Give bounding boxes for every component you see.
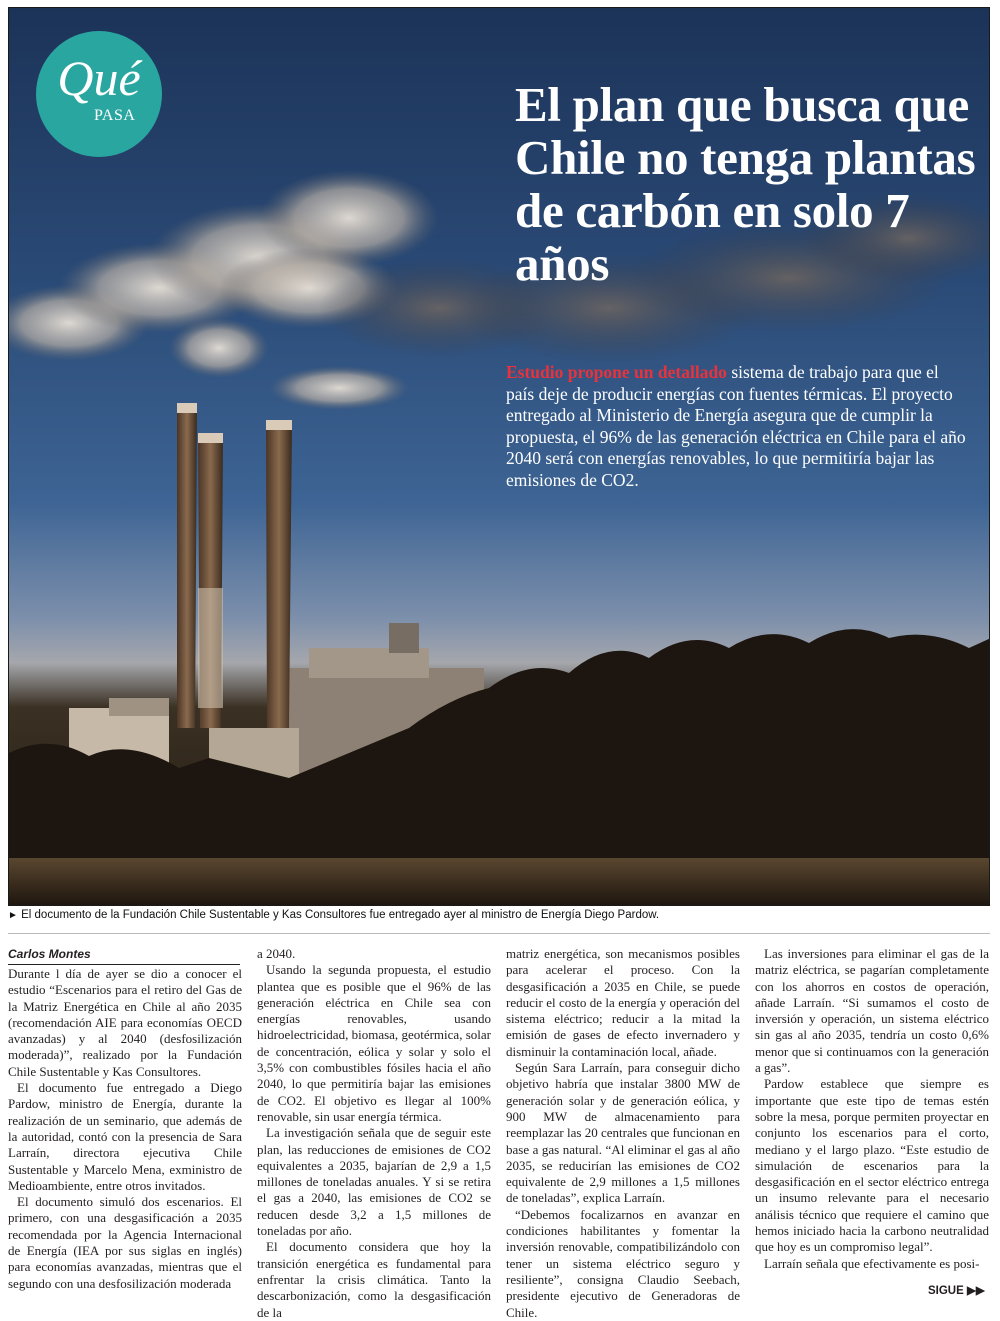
paragraph: El documento fue entregado a Diego Pardow, ministro de Energía, durante la realización de un seminario, que además de la autoridad, contó con la presencia de Sara Larraín, directora ejecutiva Chile Sustentable y Marcelo Mena, exministro de Medioambiente, entre otros invitados. [8,1080,242,1193]
paragraph: El documento simuló dos escenarios. El primero, con una desgasificación a 2035 recomendada por la Agencia Internacional de Energía (IEA por sus siglas en inglés) para economías avanzadas, mientras que el segundo con una desfosilización moderada [8,1194,242,1291]
caption-text: El documento de la Fundación Chile Sustentable y Kas Consultores fue entregado ayer al ministro de Energía Diego Pardow. [21,909,660,921]
paragraph: “Debemos focalizarnos en avanzar en condiciones habilitantes y fomentar la inversión renovable, compatibilizándolo con tener un sistema eléctrico seguro y resiliente”, consigna Claudio Seebach, presidente ejecutivo de Generadoras de Chile. [506,1206,740,1320]
lede [506,362,968,491]
lede-text: sistema de trabajo para que el país deje de producir energías con fuentes térmicas. El proyecto entregado al Ministerio de Energía asegura que de cumplir la propuesta, el 96% de las generación eléctrica en Chile para el año 2040 será con energías renovables, lo que permitiría bajar las emisiones de CO2. [506,362,966,490]
headline: El plan que busca que Chile no tenga plantas de carbón en solo 7 años [515,77,976,291]
smokestacks [177,403,292,728]
logo-text-main: Qué [57,50,141,106]
paragraph: Larraín señala que efectivamente es posi- [764,1255,980,1271]
article-column-4 [755,946,989,1272]
paragraph: El documento considera que hoy la transición energética es fundamental para enfrentar la crisis climática. Tanto la descarbonización, como la desgasificación de la [257,1239,491,1320]
paragraph: Usando la segunda propuesta, el estudio plantea que es posible que el 96% de las generación eléctrica en Chile sea con energías renovables, usando hidroelectricidad, biomasa, geotérmica, solar de concentración, eólica y solar y solo el 3,5% con combustibles fósiles hacia el año 2040, lo que permitiría bajar las emisiones de CO2. El objetivo es llegar al 100% renovable, sin usar energía térmica. [257,962,491,1124]
byline: Carlos Montes [8,947,240,965]
article-column-2 [257,946,491,1321]
paragraph: Según Sara Larraín, para conseguir dicho objetivo habría que instalar 3800 MW de generación solar y de generación eólica, y 900 MW de almacenamiento para reemplazar las 20 centrales que funcionan en base a gas natural. “Al eliminar el gas al año 2035, se reducirían las emisiones de CO2 equivalente de 2,9 millones a 1,5 millones de toneladas”, explica Larraín. [506,1060,740,1206]
divider [8,933,990,934]
caption-arrow-icon: ► [8,910,18,921]
paragraph: Pardow establece que siempre es importante que este tipo de temas estén sobre la mesa, porque permiten proyectar en conjunto los escenarios para el corto, mediano y el largo plazo. “Este estudio de simulación de escenarios para la desgasificación en el sector eléctrico entrega un insumo relevante para el necesario análisis técnico que requiere el camino que hemos iniciado hacia la carbono neutralidad que hoy es un compromiso legal”. [755,1076,989,1255]
paragraph: La investigación señala que de seguir este plan, las reducciones de emisiones de CO2 equivalentes a 2035, bajarían de 2,9 a 1,5 millones de toneladas anuales. Y si se retira el gas a 2040, las emisiones de CO2 se reducen desde 3,2 a 1,5 millones de toneladas por año. [257,1125,491,1239]
photo-caption [8,909,988,921]
paragraph: a 2040. [257,946,296,961]
continues-marker: SIGUE ▶▶ [928,1285,985,1297]
article-column-1 [8,966,242,1292]
logo-text-sub: PASA [94,107,136,124]
paragraph: Durante l día de ayer se dio a conocer el estudio “Escenarios para el retiro del Gas de la Matriz Energética en Chile al año 2035 (recomendación AIE para economías OECD avanzadas) y al 2040 (desfosilización moderada)”, realizado por la Fundación Chile Sustentable y Kas Consultores. [8,966,242,1079]
lede-kicker: Estudio propone un detallado [506,362,727,382]
paragraph: Las inversiones para eliminar el gas de la matriz eléctrica, se pagarían completamente con los ahorros en costos de operación, añade Larraín. “Si sumamos el costo de inversión y operación, un sistema eléctrico sin gas al año 2035, tendría un costo 0,6% menor que si continuamos con la generación a gas”. [755,946,989,1076]
paragraph: matriz energética, son mecanismos posibles para acelerar el proceso. Con la desgasificación a 2035 en Chile, se puede reducir el costo de la energía y operación del sistema eléctrico; reducir a la mitad la emisión de gases de efecto invernadero y disminuir la contaminación local, añade. [506,946,740,1059]
article-column-3 [506,946,740,1321]
field [9,858,990,906]
que-pasa-logo [36,31,162,157]
